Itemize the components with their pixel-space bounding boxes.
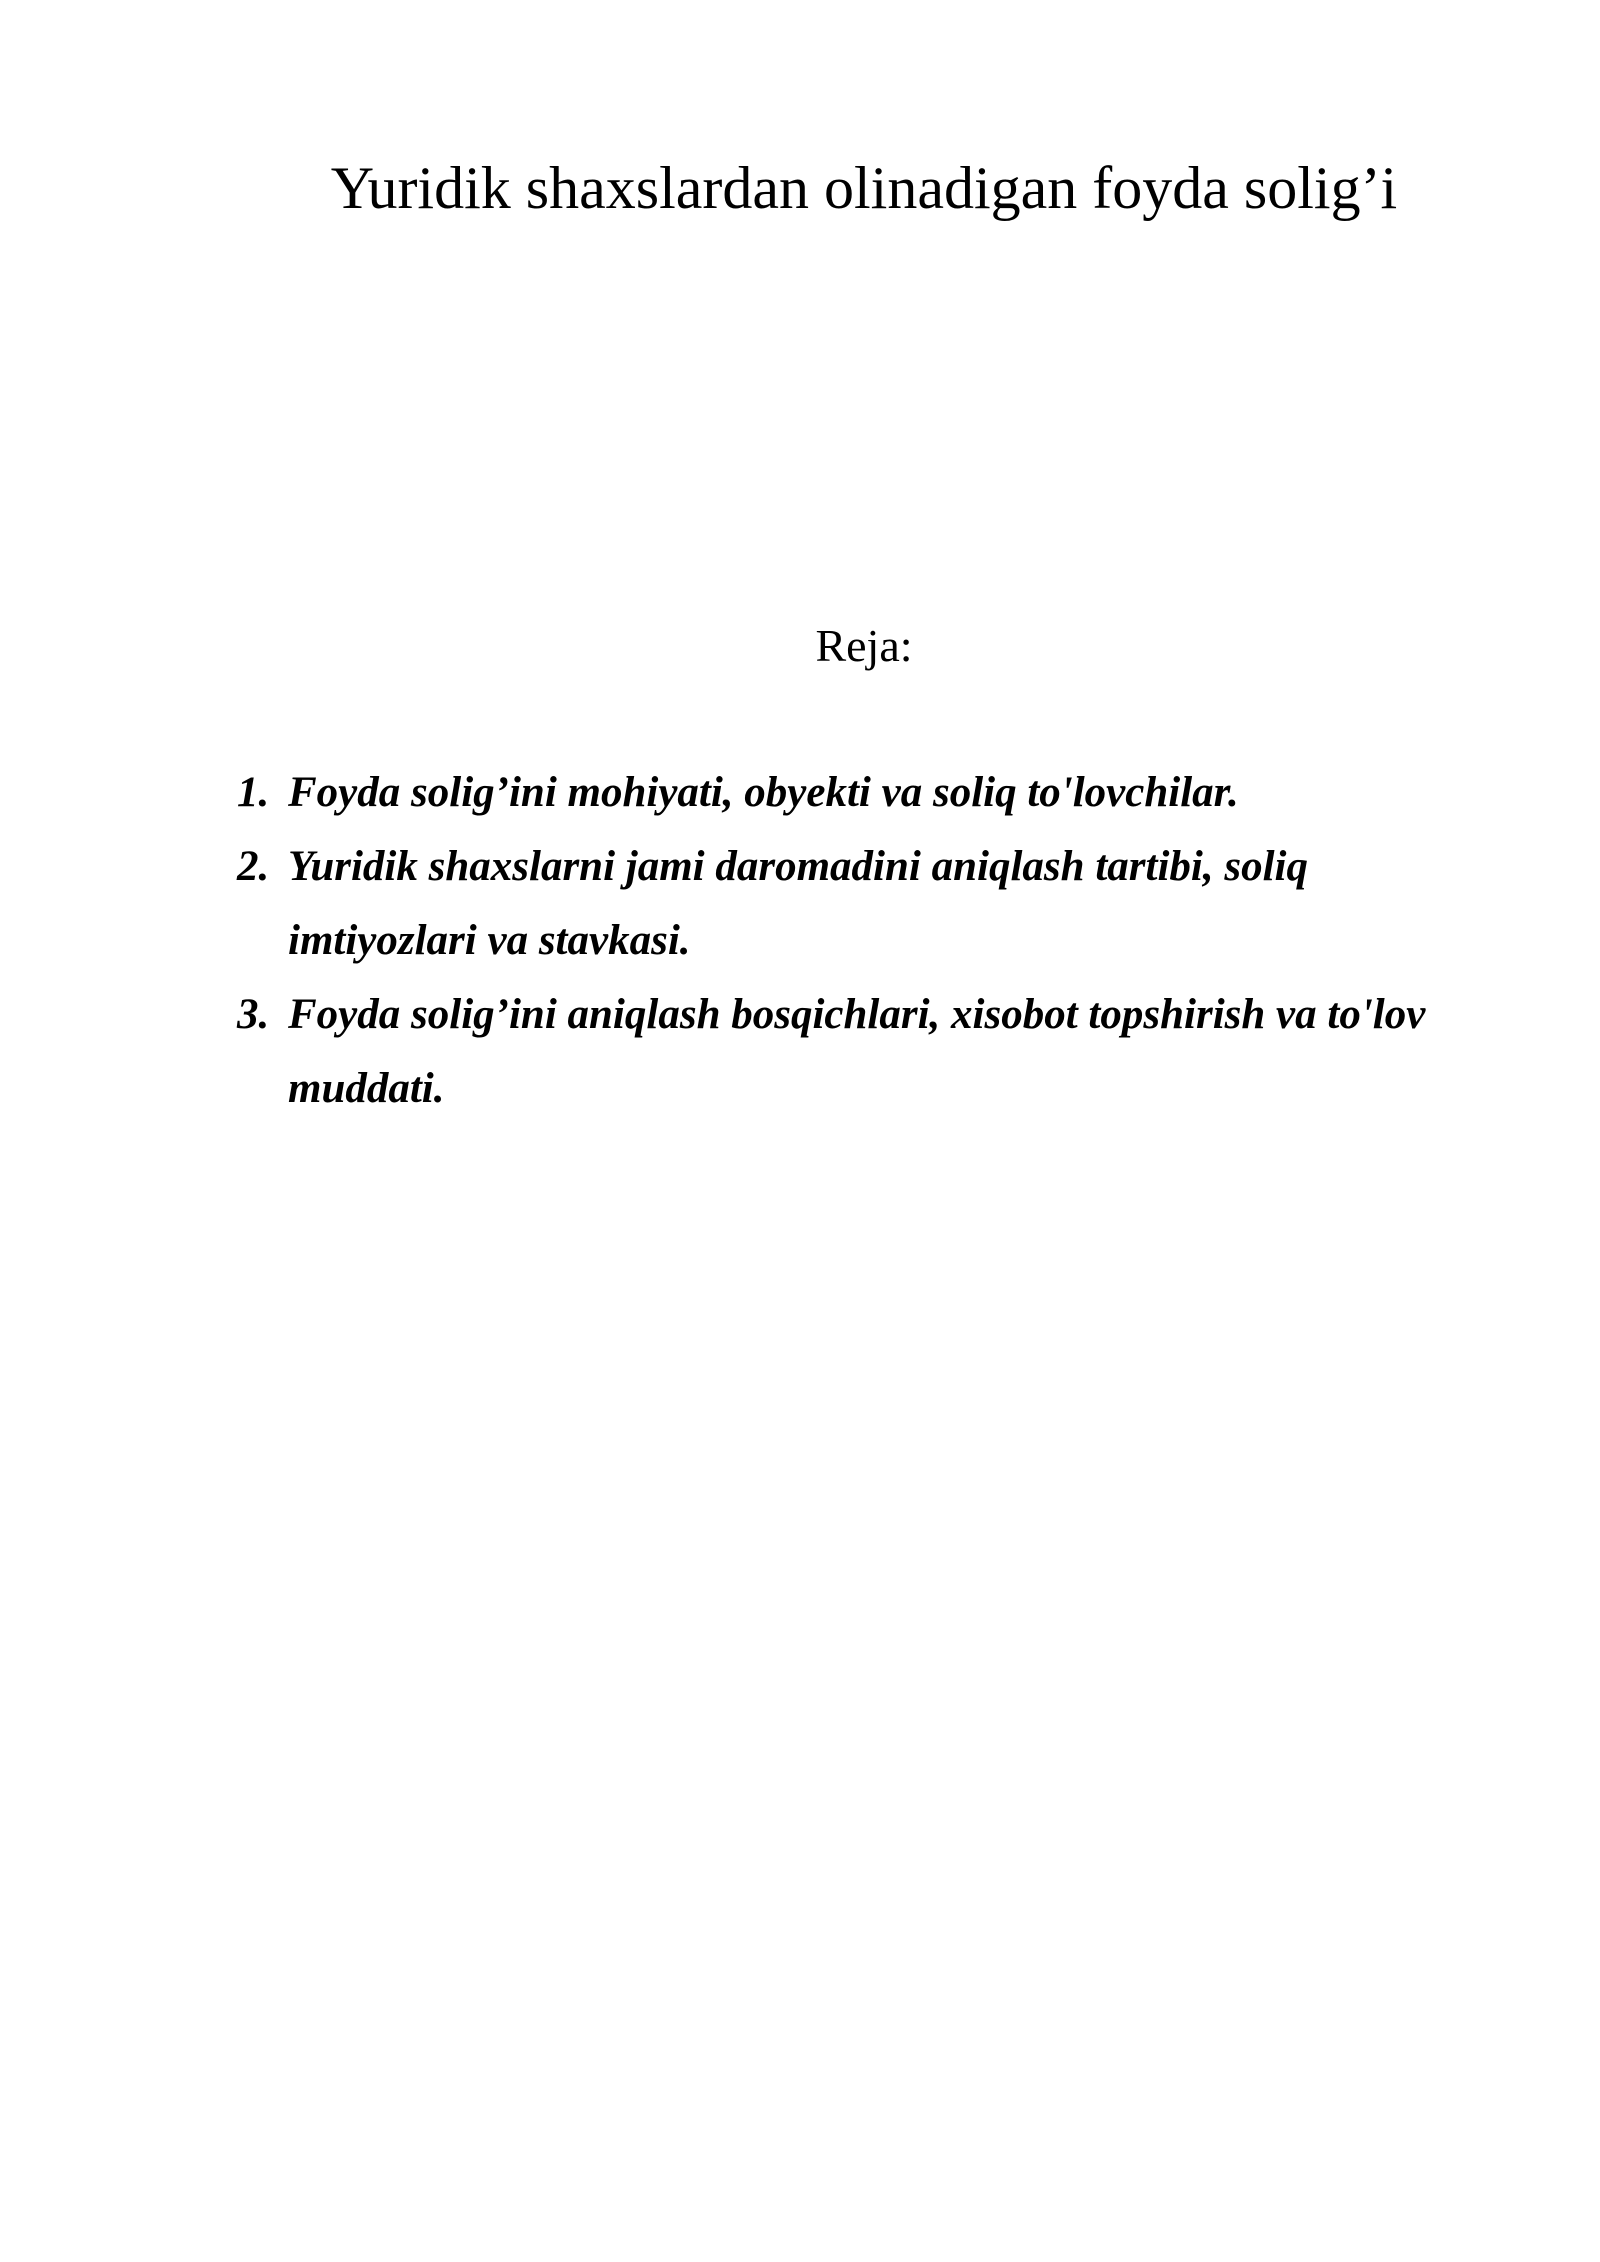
plan-item-number: 2.: [237, 843, 270, 890]
plan-item-line: Foyda solig’ini mohiyati, obyekti va soliq to'lovchilar.: [288, 769, 1239, 816]
plan-item-line: Foyda solig’ini aniqlash bosqichlari, xisobot topshirish va to'lov: [288, 991, 1426, 1038]
plan-item-number: 1.: [237, 769, 270, 816]
plan-item-line: Yuridik shaxslarni jami daromadini aniqlash tartibi, soliq: [288, 843, 1308, 890]
plan-item-line: muddati.: [288, 1065, 445, 1112]
plan-item-1: [237, 756, 1487, 830]
plan-item-number: 3.: [237, 991, 270, 1038]
plan-heading: Reja:: [815, 620, 913, 671]
document-title: Yuridik shaxslardan olinadigan foyda solig’i: [330, 155, 1398, 221]
plan-item-2: [237, 830, 1487, 978]
plan-item-text: [288, 978, 1487, 1126]
plan-item-3: [237, 978, 1487, 1126]
plan-item-text: [288, 830, 1487, 978]
plan-item-text: [288, 756, 1487, 830]
plan-item-line: imtiyozlari va stavkasi.: [288, 917, 691, 964]
plan-list: [237, 756, 1487, 1126]
